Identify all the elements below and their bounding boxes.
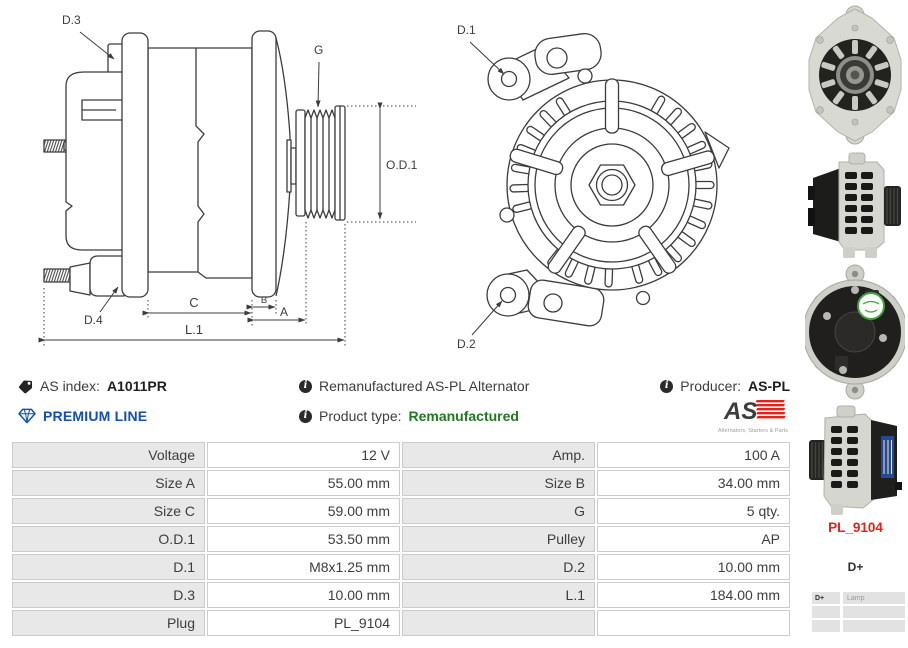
diamond-icon <box>18 408 36 424</box>
spec-cell-value: 10.00 mm <box>207 582 400 608</box>
dim-label-d1: D.1 <box>457 23 476 37</box>
diagram-front-view <box>443 6 763 358</box>
logo-tagline: Alternators, Starters & Parts <box>717 428 788 434</box>
product-photo-front-image <box>806 4 905 146</box>
spec-cell-label: D.3 <box>12 582 205 608</box>
spec-cell-label: D.1 <box>12 554 205 580</box>
spec-cell-label: Amp. <box>402 442 595 468</box>
plug-code-label: PL_9104 <box>828 520 883 535</box>
spec-cell-label: Size C <box>12 498 205 524</box>
product-photo-side-left[interactable] <box>807 404 904 516</box>
spec-cell-value: 12 V <box>207 442 400 468</box>
spec-cell-label: L.1 <box>402 582 595 608</box>
as-index-item <box>18 377 167 395</box>
spec-cell-value: PL_9104 <box>207 610 400 636</box>
product-type-value: Remanufactured <box>408 408 519 424</box>
spec-cell-value: 10.00 mm <box>597 554 790 580</box>
spec-cell-label: Size B <box>402 470 595 496</box>
spec-cell-label: Plug <box>12 610 205 636</box>
spec-cell-label: O.D.1 <box>12 526 205 552</box>
spec-cell-value: 184.00 mm <box>597 582 790 608</box>
terminal-label: D+ <box>847 560 864 574</box>
logo-text: AS <box>724 398 758 425</box>
alternator-side-outline <box>44 31 345 297</box>
diagram-side-view <box>28 6 428 358</box>
producer-label: Producer: <box>680 378 741 394</box>
dim-label-g: G <box>314 43 324 57</box>
pinout-pin-cell <box>812 620 840 632</box>
product-photo-front[interactable] <box>806 4 905 146</box>
product-photo-rear[interactable] <box>805 262 905 402</box>
info-icon <box>660 380 673 393</box>
description-text: Remanufactured AS-PL Alternator <box>319 378 530 394</box>
dim-label-d4: D.4 <box>84 313 103 327</box>
as-pl-logo-mark <box>714 397 792 425</box>
pinout-row <box>812 620 905 632</box>
spec-cell-label: D.2 <box>402 554 595 580</box>
spec-cell-value: 53.50 mm <box>207 526 400 552</box>
spec-cell-value: M8x1.25 mm <box>207 554 400 580</box>
spec-table <box>12 442 790 636</box>
premium-line-item <box>18 407 147 425</box>
product-photo-rear-image <box>805 262 905 402</box>
product-type-label: Product type: <box>319 408 402 424</box>
product-photo-side-left-image <box>807 404 904 516</box>
dim-label-a: A <box>279 305 289 319</box>
spec-cell-label <box>402 610 595 636</box>
dim-label-od1: O.D.1 <box>386 158 418 172</box>
dim-label-c: C <box>189 295 199 310</box>
dim-label-d2: D.2 <box>457 337 476 351</box>
producer-value: AS-PL <box>748 378 790 394</box>
spec-cell-value: 55.00 mm <box>207 470 400 496</box>
spec-cell-value: 5 qty. <box>597 498 790 524</box>
producer-item <box>660 377 790 395</box>
product-photo-side-right[interactable] <box>805 150 905 260</box>
dim-label-b: B <box>260 295 268 306</box>
pinout-row <box>812 592 905 604</box>
spec-cell-label: Voltage <box>12 442 205 468</box>
premium-line-label: PREMIUM LINE <box>43 408 148 424</box>
pinout-pin-cell <box>812 606 840 618</box>
pinout-desc-cell: Lamp <box>843 592 905 604</box>
as-index-value: A1011PR <box>106 378 167 394</box>
spec-cell-value: 100 A <box>597 442 790 468</box>
spec-cell-label: G <box>402 498 595 524</box>
pinout-desc-cell <box>843 606 905 618</box>
tag-icon <box>18 379 33 394</box>
as-index-label: AS index: <box>40 378 100 394</box>
info-icon <box>299 380 312 393</box>
dim-label-d3: D.3 <box>62 13 81 27</box>
alternator-front-outline <box>487 32 729 328</box>
info-icon <box>299 410 312 423</box>
pinout-desc-cell <box>843 620 905 632</box>
spec-cell-value: 34.00 mm <box>597 470 790 496</box>
spec-cell-label: Pulley <box>402 526 595 552</box>
description-item <box>299 377 529 395</box>
pinout-pin-cell: D+ <box>812 592 840 604</box>
as-pl-brand-logo <box>714 397 792 433</box>
product-photo-side-right-image <box>805 150 905 260</box>
spec-cell-value <box>597 610 790 636</box>
spec-cell-value: 59.00 mm <box>207 498 400 524</box>
plug-pinout-table <box>812 592 905 632</box>
spec-cell-value: AP <box>597 526 790 552</box>
spec-cell-label: Size A <box>12 470 205 496</box>
pinout-row <box>812 606 905 618</box>
product-type-item <box>299 407 519 425</box>
dim-label-l1: L.1 <box>184 322 204 337</box>
